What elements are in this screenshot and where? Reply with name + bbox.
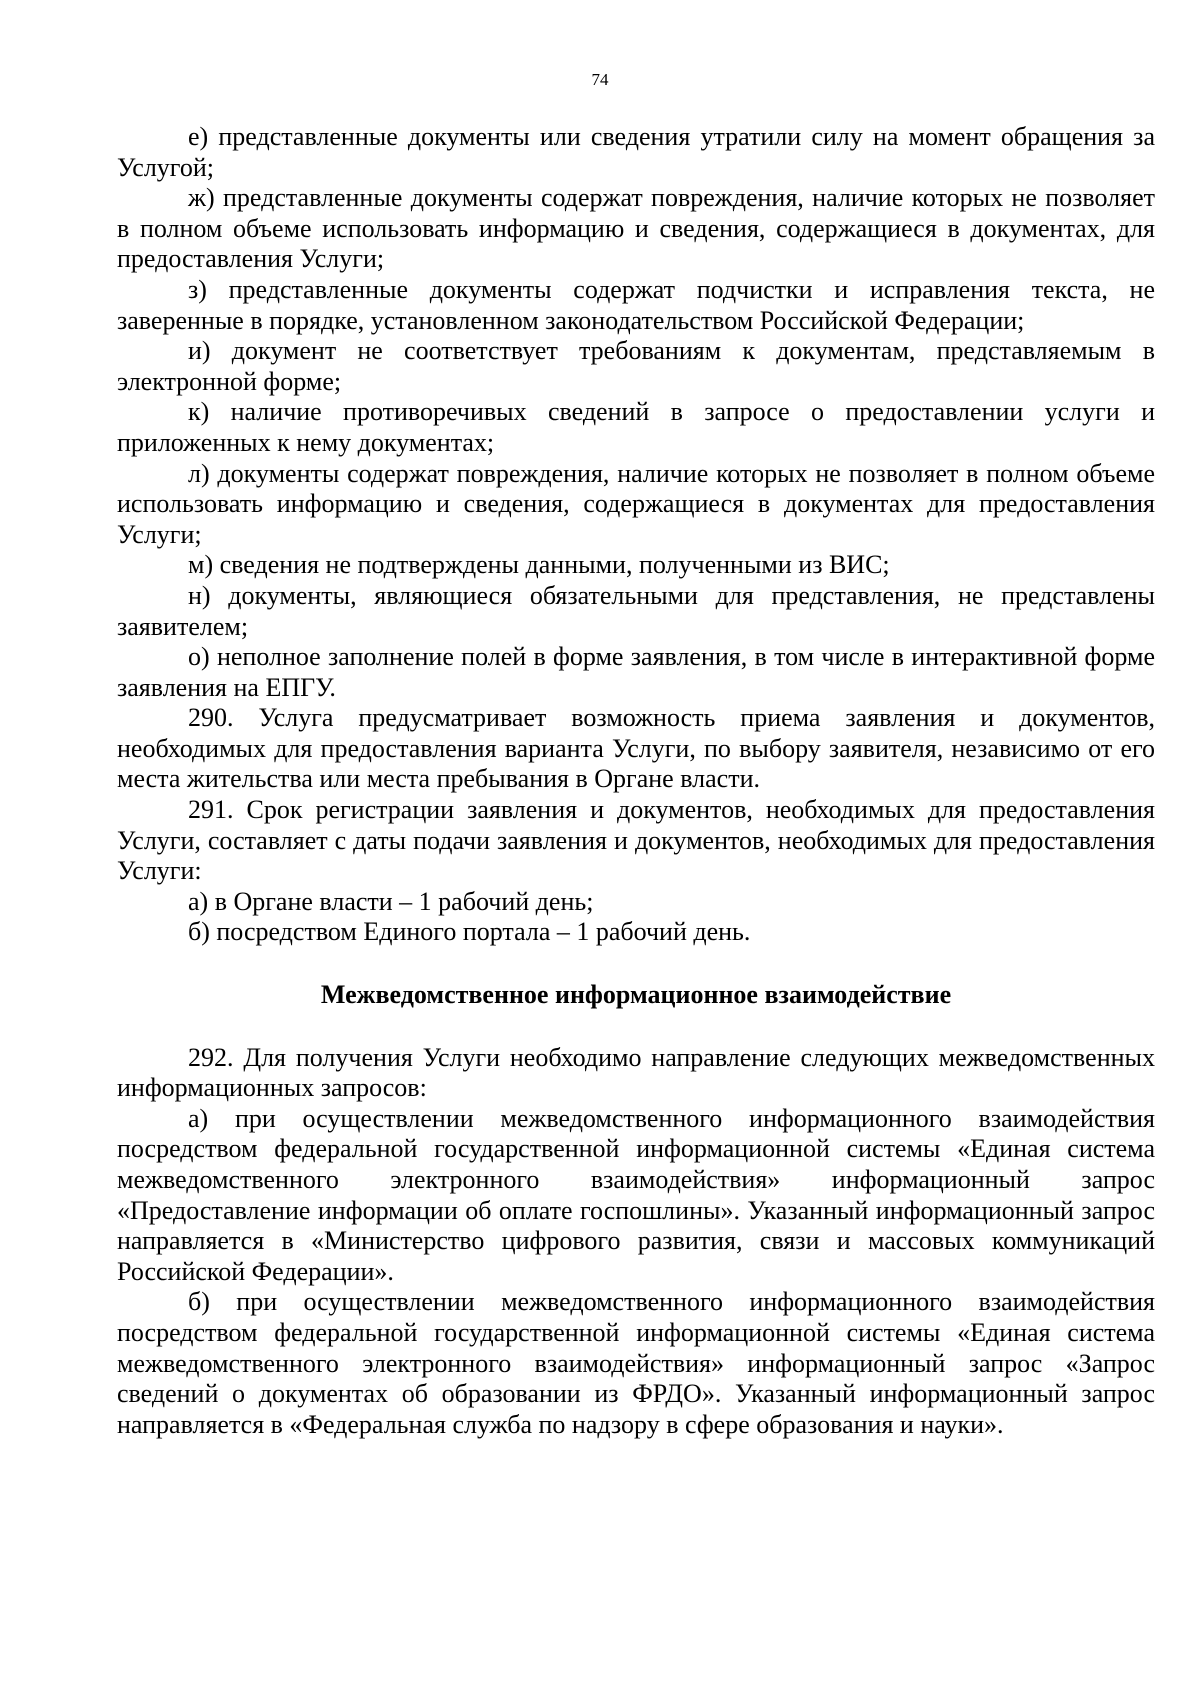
paragraph-item-i: и) документ не соответствует требованиям к документам, представляемым в электронной форме; xyxy=(117,336,1155,396)
page-number: 74 xyxy=(591,70,609,89)
paragraph-item-e: е) представленные документы или сведения утратили силу на момент обращения за Услугой; xyxy=(117,122,1155,182)
paragraph-291-a: а) в Органе власти – 1 рабочий день; xyxy=(188,886,594,916)
paragraph-item-m: м) сведения не подтверждены данными, полученными из ВИС; xyxy=(188,550,890,580)
paragraph-item-l: л) документы содержат повреждения, наличие которых не позволяет в полном объеме использовать информацию и сведения, содержащиеся в документах для предоставления Услуги; xyxy=(117,458,1155,549)
paragraph-290: 290. Услуга предусматривает возможность приема заявления и документов, необходимых для предоставления варианта Услуги, по выбору заявителя, независимо от его места жительства или места пребывания в Органе власти. xyxy=(117,703,1155,794)
spacer xyxy=(117,948,1155,980)
paragraph-item-o: о) неполное заполнение полей в форме заявления, в том числе в интерактивной форме заявления на ЕПГУ. xyxy=(117,642,1155,702)
paragraph-item-n: н) документы, являющиеся обязательными для представления, не представлены заявителем; xyxy=(117,580,1155,641)
paragraph-292: 292. Для получения Услуги необходимо направление следующих межведомственных информационных запросов: xyxy=(117,1042,1155,1103)
section-heading: Межведомственное информационное взаимодействие xyxy=(320,980,952,1010)
spacer xyxy=(117,1011,1155,1043)
paragraph-item-zh: ж) представленные документы содержат повреждения, наличие которых не позволяет в полном объеме использовать информацию и сведения, содержащиеся в документах, для предоставления Услуги; xyxy=(117,183,1155,274)
document-body xyxy=(117,122,1155,1440)
paragraph-item-z: з) представленные документы содержат подчистки и исправления текста, не заверенные в порядке, установленном законодательством Российской Федерации; xyxy=(117,274,1155,335)
paragraph-item-k: к) наличие противоречивых сведений в запросе о предоставлении услуги и приложенных к нему документах; xyxy=(117,397,1155,457)
paragraph-292-a: а) при осуществлении межведомственного информационного взаимодействия посредством федеральной государственной информационной системы «Единая система межведомственного электронного взаимодействия» информационный запрос «Предоставление информации об оплате госпошлины». Указанный информационный запрос направляется в «Министерство цифрового развития, связи и массовых коммуникаций Российской Федерации». xyxy=(117,1103,1155,1286)
paragraph-291: 291. Срок регистрации заявления и документов, необходимых для предоставления Услуги, составляет с даты подачи заявления и документов, необходимых для предоставления Услуги: xyxy=(117,795,1155,886)
paragraph-291-b: б) посредством Единого портала – 1 рабочий день. xyxy=(188,917,751,947)
paragraph-292-b: б) при осуществлении межведомственного информационного взаимодействия посредством федеральной государственной информационной системы «Единая система межведомственного электронного взаимодействия» информационный запрос «Запрос сведений о документах об образовании из ФРДО». Указанный информационный запрос направляется в «Федеральная служба по надзору в сфере образования и науки». xyxy=(117,1287,1155,1439)
